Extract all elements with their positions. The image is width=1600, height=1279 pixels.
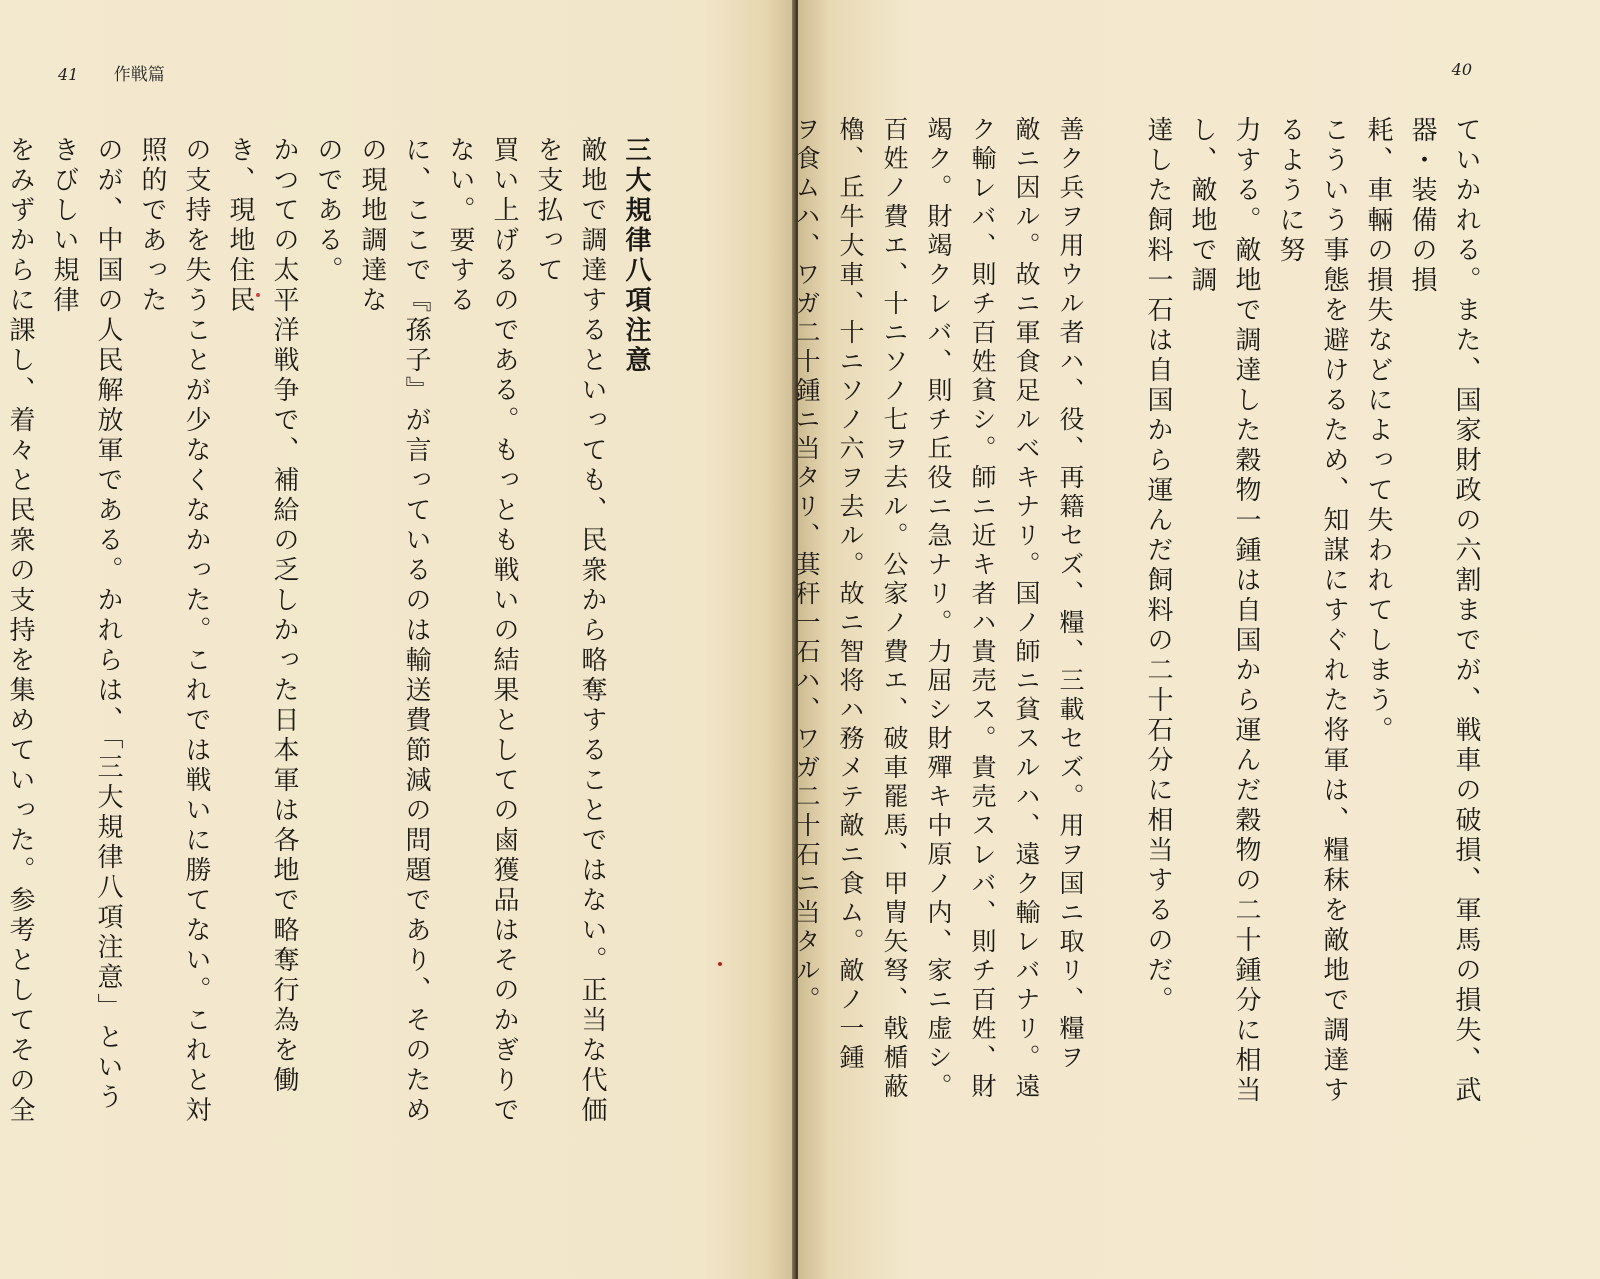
left-page-header xyxy=(58,60,165,85)
text-column: 敵地で調達するといっても、民衆から略奪することではない。正当な代価を支払って xyxy=(533,136,607,1126)
section-title: 三大規律八項注意 xyxy=(621,136,651,376)
ink-speck xyxy=(256,293,260,297)
text-column: のである。 xyxy=(313,136,343,286)
text-column: ていかれる。また、国家財政の六割までが、戦車の破損、軍馬の損失、武器・装備の損 xyxy=(1407,116,1481,1106)
text-column: 達した飼料一石は自国から運んだ飼料の二十石分に相当するのだ。 xyxy=(1143,116,1173,1016)
text-column: に、ここで『孫子』が言っているのは輸送費節減の問題であり、そのための現地調達な xyxy=(357,136,431,1126)
text-column: かつての太平洋戦争で、補給の乏しかった日本軍は各地で略奪行為を働き、現地住民 xyxy=(225,136,299,1096)
kanbun-column: 百姓ノ費エ、十ニソノ七ヲ去ル。公家ノ費エ、破車罷馬、甲冑矢弩、戟楯蔽 xyxy=(880,116,909,1102)
kanbun-column: 敵ニ因ル。故ニ軍食足ルベキナリ。国ノ師ニ貧スルハ、遠ク輸レバナリ。遠 xyxy=(1012,116,1041,1102)
kanbun-column: ヲ食ムハ、ワガ二十鍾ニ当タリ、萁秆一石ハ、ワガ二十石ニ当タル。 xyxy=(792,116,821,1015)
text-column: のが、中国の人民解放軍である。かれらは、「三大規律八項注意」というきびしい規律 xyxy=(49,136,123,1113)
ink-speck xyxy=(718,962,722,966)
kanbun-column: 竭ク。財竭クレバ、則チ丘役ニ急ナリ。力屈シ財殫キ中原ノ内、家ニ虚シ。 xyxy=(924,116,953,1102)
text-column: の支持を失うことが少なくなかった。これでは戦いに勝てない。これと対照的であった xyxy=(137,136,211,1126)
text-column: 耗、車輛の損失などによって失われてしまう。 xyxy=(1363,116,1393,746)
right-page-header xyxy=(1452,60,1472,80)
right-page-body xyxy=(784,116,1488,1116)
right-page-number: 40 xyxy=(1451,60,1472,79)
text-column: をみずからに課し、着々と民衆の支持を集めていった。参考としてその全 xyxy=(5,136,35,1126)
text-column: こういう事態を避けるため、知謀にすぐれた将軍は、糧秣を敵地で調達するように努 xyxy=(1275,116,1349,1106)
left-page-body xyxy=(0,136,658,1136)
spacer-column xyxy=(1092,116,1136,1116)
text-column: 力する。敵地で調達した穀物一鍾は自国から運んだ穀物の二十鍾分に相当し、敵地で調 xyxy=(1187,116,1261,1106)
kanbun-column: ク輸レバ、則チ百姓貧シ。師ニ近キ者ハ貴売ス。貴売スレバ、則チ百姓、財 xyxy=(968,116,997,1102)
kanbun-column: 善ク兵ヲ用ウル者ハ、役、再籍セズ、糧、三載セズ。用ヲ国ニ取リ、糧ヲ xyxy=(1056,116,1085,1073)
kanbun-column: 櫓、丘牛大車、十ニソノ六ヲ去ル。故ニ智将ハ務メテ敵ニ食ム。敵ノ一鍾 xyxy=(836,116,865,1073)
right-page xyxy=(792,0,1600,1279)
text-column: 買い上げるのである。もっとも戦いの結果としての鹵獲品はそのかぎりでない。要する xyxy=(445,136,519,1126)
left-page-number: 41 xyxy=(58,65,79,84)
left-page xyxy=(0,0,798,1279)
running-head: 作戦篇 xyxy=(113,65,165,85)
